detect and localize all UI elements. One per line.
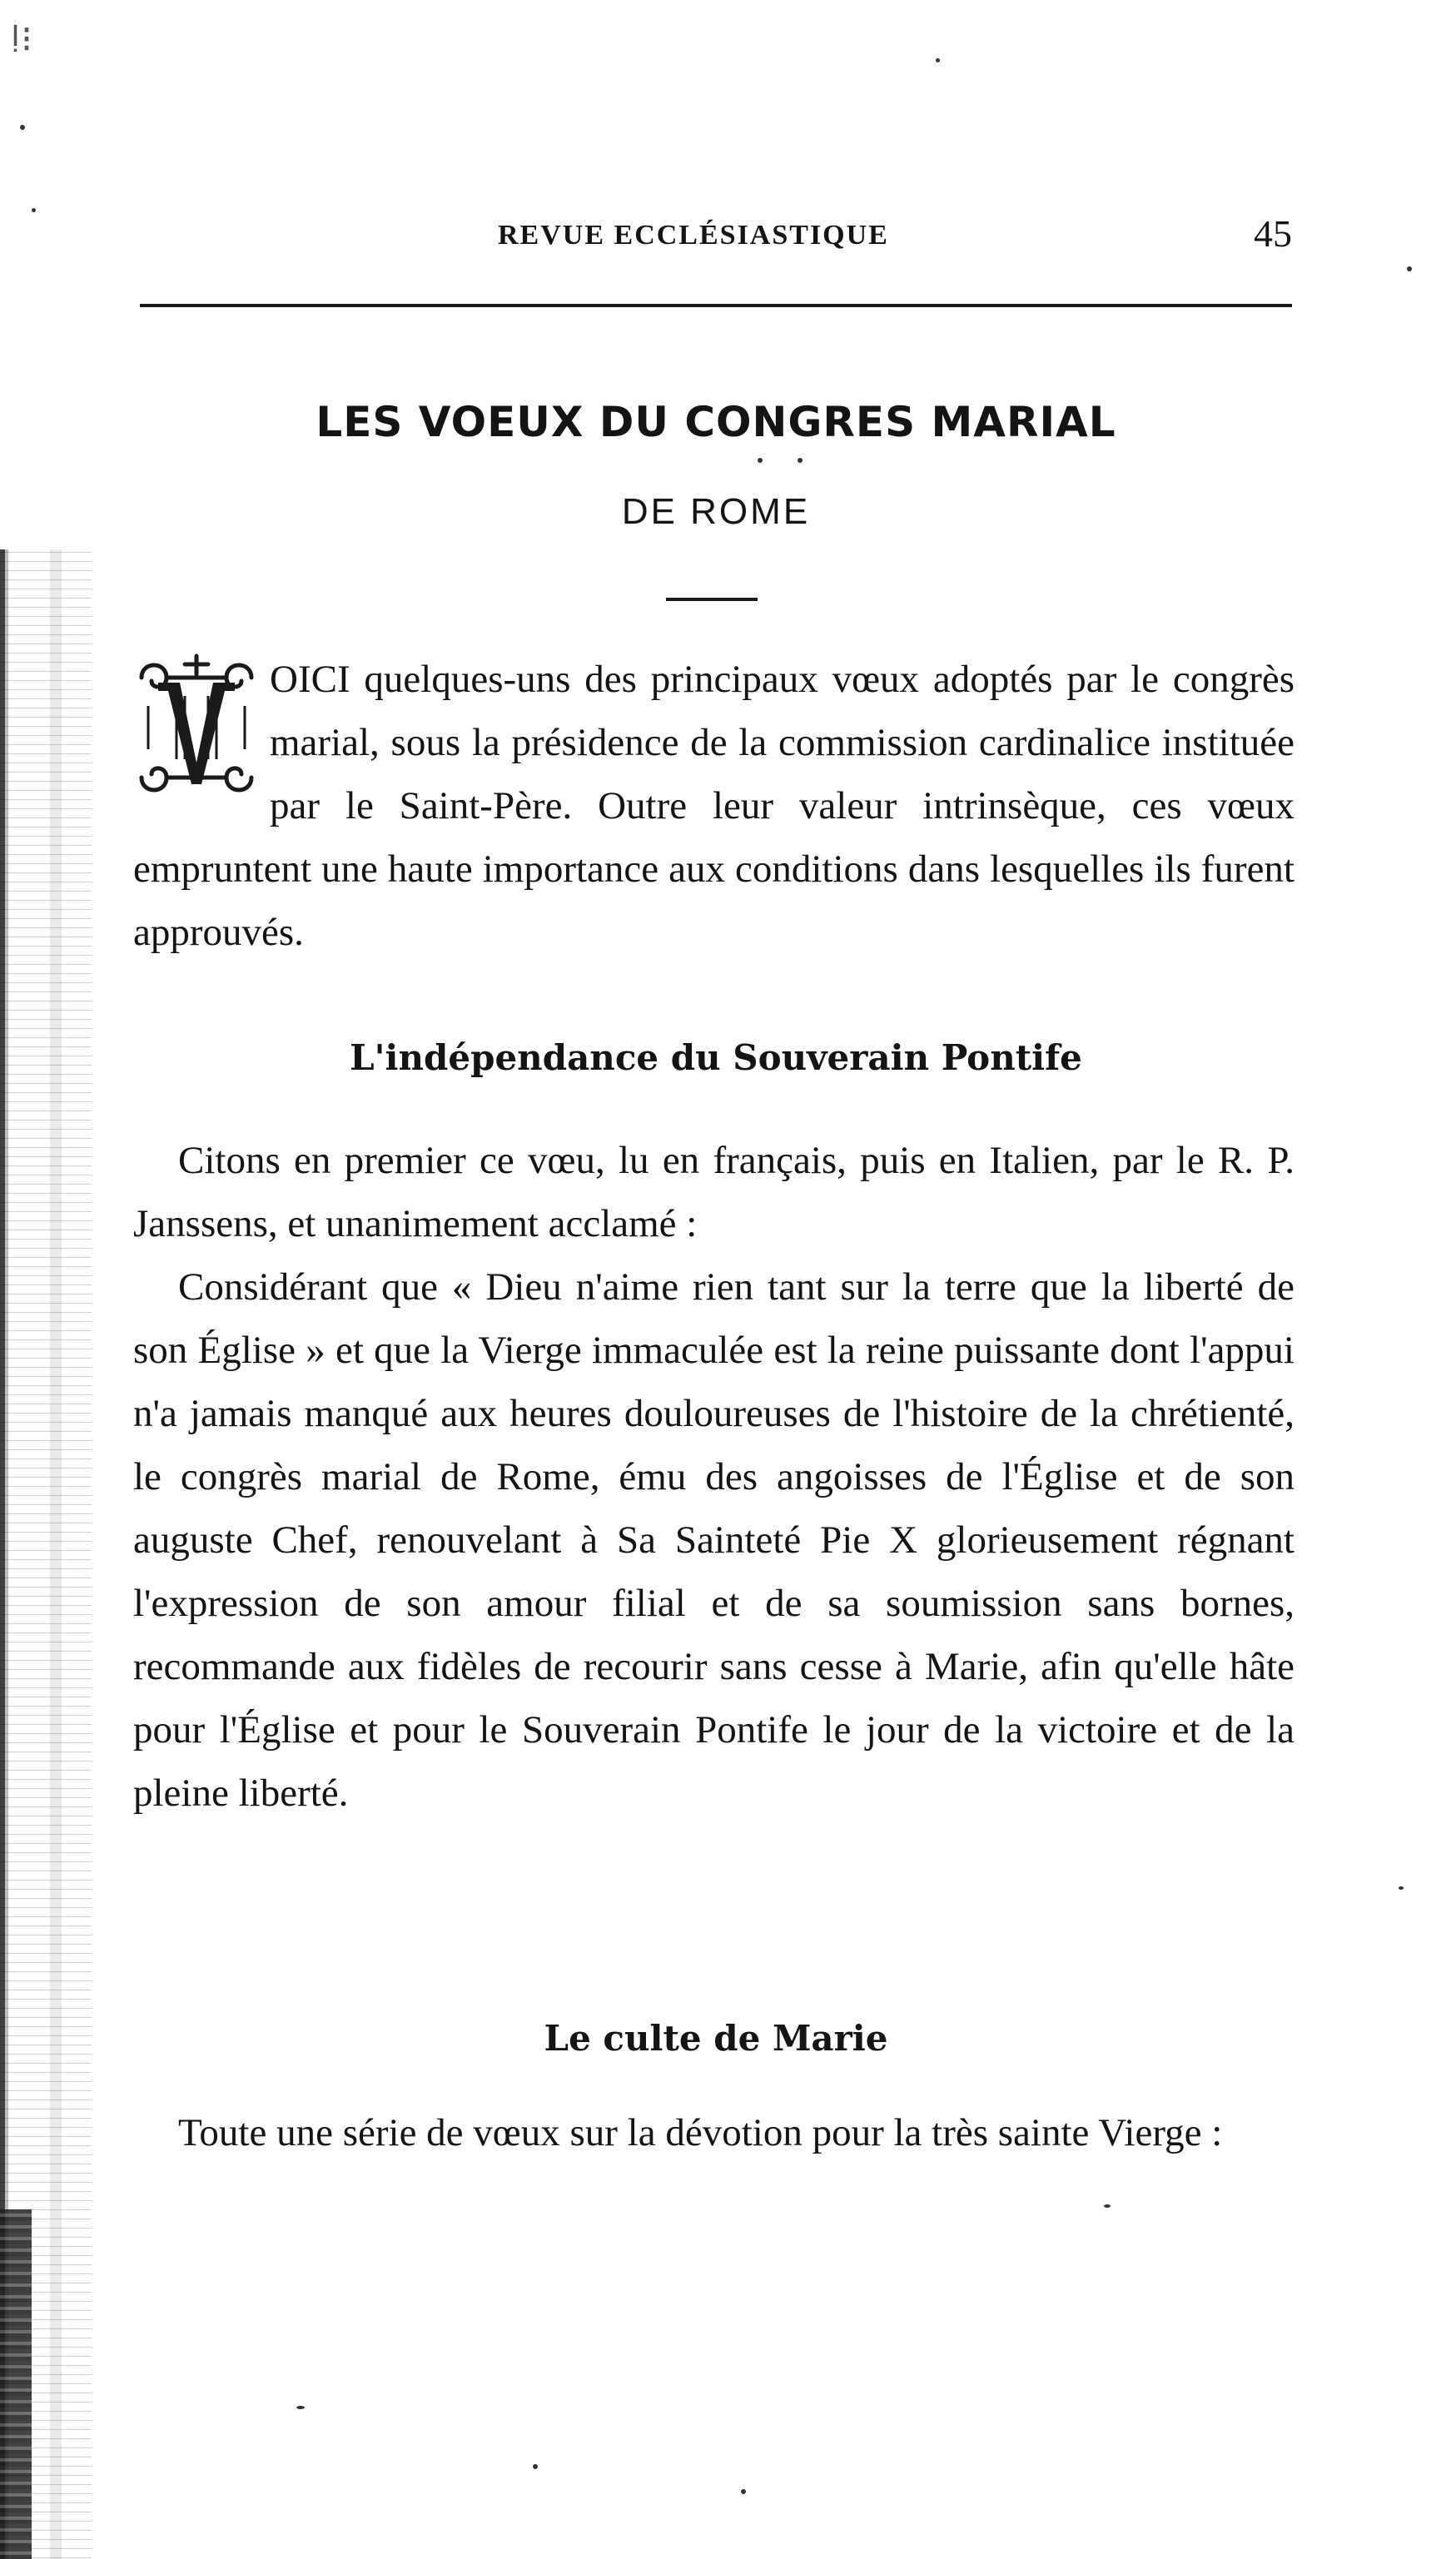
intro-text: OICI quelques-uns des principaux vœux adoptés par le congrès marial, sous la présidence de la commission cardinalice instituée par le Saint-Père. Outre leur valeur intrinsèque, ces vœux empruntent une haute importance aux conditions dans lesquelles ils furent approuvés.	[133, 658, 1294, 954]
scan-speck	[32, 208, 36, 212]
running-header	[140, 212, 1292, 265]
ornamental-dropcap-icon	[133, 653, 260, 802]
scan-speck	[1407, 266, 1412, 271]
binding-dark-band	[0, 2209, 32, 2559]
scan-speck	[758, 458, 763, 463]
scan-speck	[533, 2464, 538, 2469]
paragraph: Toute une série de vœux sur la dévotion pour la très sainte Vierge :	[178, 2111, 1223, 2154]
title-rule	[666, 598, 758, 601]
scan-speck	[798, 458, 803, 463]
section-body	[133, 2101, 1294, 2164]
section-body	[133, 1129, 1294, 1825]
scan-artifact-glyph: ǃ⁝	[10, 18, 32, 61]
scan-speck	[936, 58, 940, 62]
section-heading: Le culte de Marie	[544, 2018, 888, 2059]
journal-title: REVUE ECCLÉSIASTIQUE	[498, 220, 889, 251]
page-number: 45	[1254, 212, 1292, 255]
article-title: LES VOEUX DU CONGRES MARIAL	[316, 398, 1116, 446]
scan-speck	[1104, 2204, 1111, 2208]
intro-paragraph	[133, 648, 1294, 964]
article-subtitle: DE ROME	[621, 491, 811, 532]
scan-speck	[1399, 1886, 1404, 1890]
paragraph: Citons en premier ce vœu, lu en français, puis en Italien, par le R. P. Janssens, et unanimement acclamé :	[133, 1139, 1294, 1245]
scan-speck	[296, 2406, 305, 2409]
binding-edge	[0, 549, 92, 2559]
header-rule	[140, 304, 1292, 307]
scan-speck	[20, 125, 25, 130]
section-heading: L'indépendance du Souverain Pontife	[350, 1037, 1082, 1078]
paragraph: Considérant que « Dieu n'aime rien tant sur la terre que la liberté de son Église » et que la Vierge immaculée est la reine puissante dont l'appui n'a jamais manqué aux heures douloureuses de l'histoire de la chrétienté, le congrès marial de Rome, ému des angoisses de l'Église et de son auguste Chef, renouvelant à Sa Sainteté Pie X glorieusement régnant l'expression de son amour filial et de sa soumission sans bornes, recommande aux fidèles de recourir sans cesse à Marie, afin qu'elle hâte pour l'Église et pour le Souverain Pontife le jour de la victoire et de la pleine liberté.	[133, 1265, 1294, 1815]
scan-speck	[741, 2489, 746, 2494]
